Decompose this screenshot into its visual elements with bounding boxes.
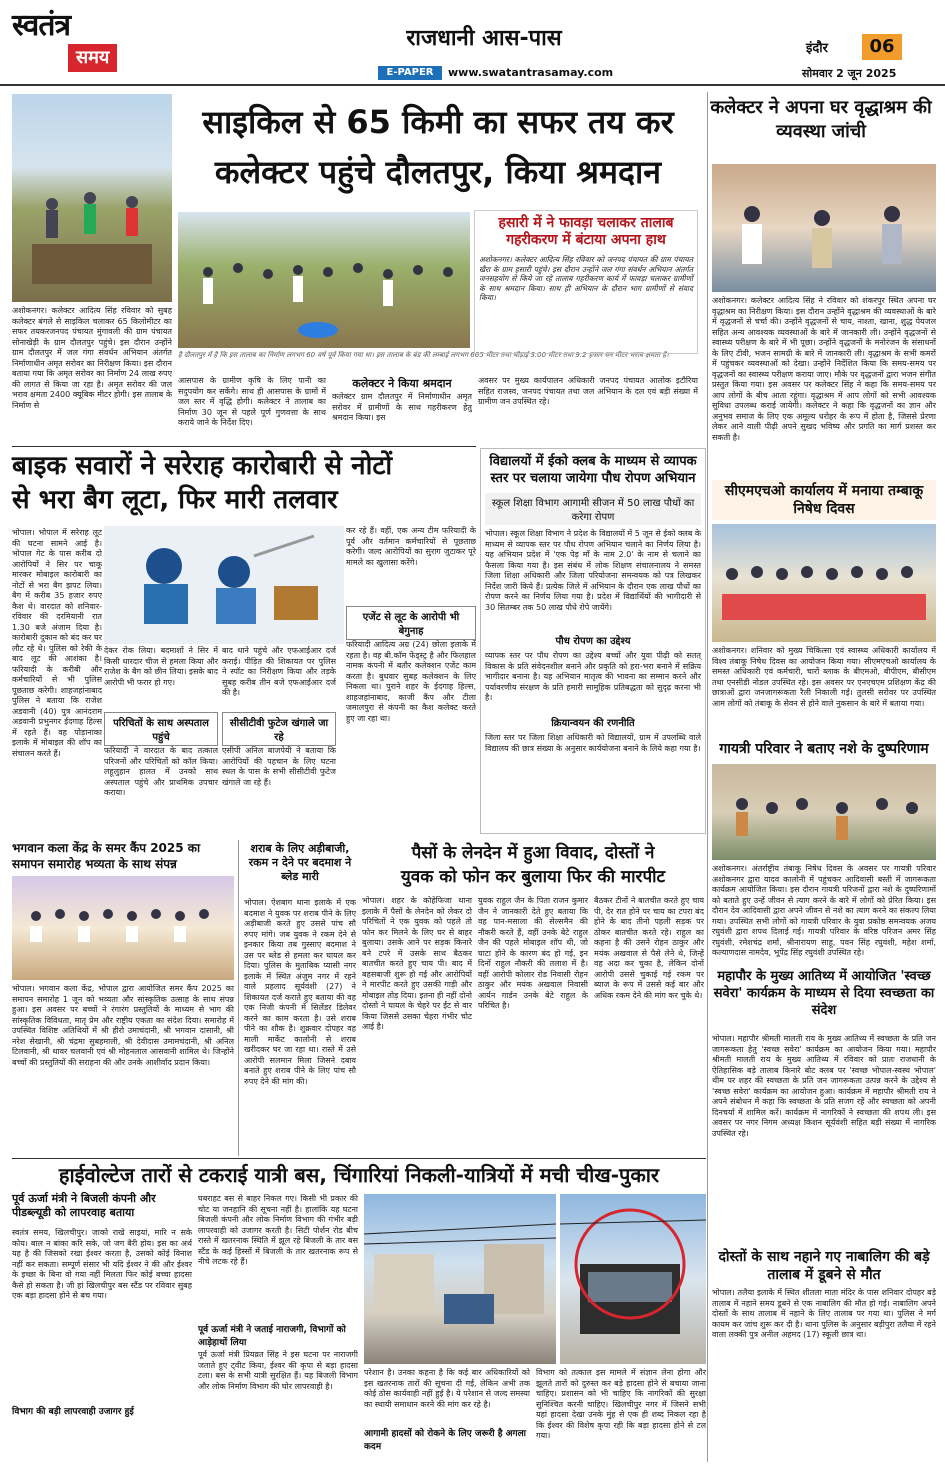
- bus-text-col1: स्वतंत्र समय, खिलचीपुर। जाको राखे साइयां, मारि न सके कोय। बाल न बांका करि सके, जो जग बैरी होय। इस का अर्थ यह है की जिसको रखा ईश्वर करता है, उसको कोई विनाश नहीं कर सकता। सम्पूर्ण संसार भी यदि ईश्वर ने की और ईश्वर के इच्छा के बिना वो गया नहीं मिलता फिर कोई बच्चा हादसा कैसे हो सकता है। जी हां खिलचीपुर बस स्टैंड पर रविवार सुबह एक बड़ा हादसा होने से बच गया।: [12, 1228, 192, 1300]
- logo-top: स्वतंत्र: [12, 8, 71, 43]
- bike-text-col1: भोपाल। भोपाल में सरेराह लूट की घटना सामने आई है। भोपाल गेट के पास करीब दो आरोपियों ने सिर पर चाकू मारकर मोबाइल कारोबारी का नोटों से भरा बैग झपट लिया। बैग में करीब 35 हजार रुपए कैश थे। वारदात को शनिवार-रविवार की दरमियानी रात 1.30 बजे अंजाम दिया है। कारोबारी दुकान को बंद कर घर लौट रहे थे। पुलिस को रेकी के बाद लूट की आशंका है। फरियादी के करीबी और कर्मचारियों से भी पुलिस पूछताछ करेगी। शाहजहांनाबाद पुलिस ने बताया कि राजेश अडवानी (40) पुत्र आनंदराम अडवानी प्रभुनगर ईदगाह हिल्स में रहते हैं। वह पोड़ानाका इलाके में मोबाइल की शॉप का संचालन करते हैं।: [12, 528, 102, 758]
- oldage-text: अशोकनगर। कलेक्टर आदित्य सिंह ने रविवार को शंकरपुर स्थित अपना घर वृद्धाश्रम का निरीक्षण किया। इस दौरान उन्होंने वृद्धाश्रम की व्यवस्थाओं के बारे में वृद्धजनों से चर्चा की। उन्होंने वृद्धजनों से चाय, नाश्ता, खाना, शुद्ध पेयजल सहित अन्य आवश्यक व्यवस्थाओं के बारे में जानकारी ली। उन्होंने वृद्धजनों से स्वास्थ्य परीक्षण के बारे में भी पूछा। उन्होंने वृद्धजनों के मनोरंजन के संसाधनों के लिए टीवी, भजन सामग्री के बारे में जानकारी ली। वृद्धाश्रम के सभी कमरों में पहुंचकर व्यवस्थाओं को देखा। उन्होंने निर्देशित किया कि समय-समय पर वृद्धजनों का स्वास्थ्य परीक्षण कराया जाए। मौके पर वृद्धजनों द्वारा भजन संगीत प्रस्तुत किया गया। इस अवसर पर कलेक्टर सिंह ने कहा कि समय-समय पर आप लोगों के बीच आता रहूंगा। वृद्धाश्रम में आप लोगों को सभी आवश्यक सुविधा उपलब्ध कराई जायेगी। कलेक्टर ने कहा कि वृद्धजनों का ज्ञान और अनुभव समाज के लिए एक अमूल्य धरोहर के रूप में होता है, जिससे प्रेरणा लेकर आने वाली पीढ़ी अपने सुखद भविष्य और प्रगति का मार्ग प्रशस्त कर सकती है।: [712, 296, 936, 442]
- divider: [707, 92, 708, 1462]
- issue-date: सोमवार 2 जून 2025: [802, 67, 897, 80]
- oldage-photo: [712, 164, 936, 292]
- friends-text-col2: युवक राहुल जैन के पिता राजन कुमार जैन ने जानकारी देते हुए बताया कि वह पान-मसाला की सेल्समैन की नौकरी करते हैं, वहीं उनके बेटे राहुल जैन की पहले मोबाइल शॉप थी, जो घाटा होने के कारण बंद हो गई, इन दिनों राहुल नौकरी की तलाश में है। वहीं आरोपी कोलार रोड निवासी रोहन ठाकुर और मयंक अखवाल निवासी आर्यन गार्डन उनके बेटे राहुल के परिचित है।: [478, 896, 588, 1010]
- people-illustration: [12, 94, 172, 302]
- schools-text-3: जिला स्तर पर जिला शिक्षा अधिकारी को विद्यालयों, ग्राम में उपलब्धि वाले विद्यालय की छात्र संख्या के अनुसार कार्ययोजना बनाने के लिये कहा गया है।: [485, 733, 701, 753]
- divider: [238, 840, 239, 1156]
- bike-sub-cctv: सीसीटीवी फुटेज खंगाले जा रहे: [222, 712, 336, 746]
- bus-text-col2: घबराहट बस से बाहर निकल गए। किसी भी प्रकार की चोट या जनहानि की सूचना नहीं है। हालांकि यह घटना बिजली कंपनी और लोक निर्माण विभाग की गंभीर बड़ी लापरवाही को उजागर करती है। सिटी पोर्शन रोड बीच रास्ते में खतरनाक स्थिति में झूल रहे बिजली के तार बस स्टैंड के कई हिस्सों में बिजली के तार खतरनाक रूप से नीचे लटक रहे हैं।: [198, 1194, 358, 1266]
- bus-headline: हाईवोल्टेज तारों से टकराई यात्री बस, चिंगारियां निकली-यात्रियों में मची चीख-पुकार: [58, 1163, 660, 1187]
- friends-text-col3: बैठकर टीनों ने बातचीत करते हुए चाय पी, देर रात होने पर चाय का टपरा बंद होने के बाद तीनो पहली सड़क पर ठोकर बातचीत करते रहे। राहुल का कहना है की उसने रोहन ठाकुर और मयंक अखवाल से पैसे लेने थे, जिन्हें वह अदा कर चुका है, लेकिन दोनों आरोपी उससे चुकाई गई रकम पर ब्याज के रूप में उससे कई बार और अधिक रकम देने की मांग कर चुके थे।: [594, 896, 704, 1000]
- lead-headline-1: साइकिल से 65 किमी का सफर तय कर: [202, 103, 674, 141]
- masthead-rule: [0, 84, 945, 86]
- oldage-headline: कलेक्टर ने अपना घर वृद्धाश्रम की व्यवस्था जांची: [710, 97, 932, 142]
- divider: [12, 446, 476, 447]
- section-title: राजधानी आस-पास: [406, 26, 562, 51]
- friends-headline-1: पैसों के लेनदेन में हुआ विवाद, दोस्तों ने: [411, 843, 655, 863]
- schools-subhead: स्कूल शिक्षा विभाग आगामी सीजन में 50 लाख पौधों का करेगा रोपण: [485, 493, 701, 525]
- schools-text-2: व्यापक स्तर पर पौध रोपण का उद्देश्य बच्चों और युवा पीढ़ी को सतत् विकास के प्रति संवेदनशील बनाने और प्रकृति को हरा-भरा बनाने में सक्रिय भागीदार बनाना है। यह अभियान मातृत्व की भावना का सम्मान करने और पर्यावरणीय संरक्षण के प्रति हमारी सामूहिक प्रतिबद्धता को सुदृढ़ करना भी है।: [485, 651, 701, 702]
- sidebox-text: अशोकनगर। कलेक्टर आदित्य सिंह रविवार को जनपद पंचायत की ग्राम पंचायत खैरा के ग्राम हसारी पहुंचे। इस दौरान उन्होंने जल गंगा संवर्धन अभियान अंतर्गत जनसहयोग से किये जा रहे तालाब गहरीकरण कार्य में फावड़ा चलाकर ग्रामीणों के साथ श्रमदान किया। साथ ही अभियान के दौरान भाग ग्रामीणों से संवाद किया।: [479, 255, 693, 302]
- cmho-text: अशोकनगर। शनिवार को मुख्य चिकित्सा एवं स्वास्थ्य अधिकारी कार्यालय में विश्व तंबाकू निषेध दिवस का आयोजन किया गया। सीएमएचओ कार्यालय के समस्त अधिकारी एवं कर्मचारी, चारों ब्लाक के बीएमओ, बीपीएम, बीसीएम तथा एनसीडी नोडल उपस्थित रहे। इस अवसर पर एनएचएम प्रशिक्षण केंद्र की छात्राओं द्वारा जनजागरूकता रैली निकाली गई। तुलसी सरोवर पर उपस्थित आम लोगों को तंबाकू के सेवन से होने वाले नुकसान के बारे में बताया गया।: [712, 646, 936, 708]
- bike-text-col5: एसीपी अनिल बाजपेयी ने बताया कि आरोपियों की पहचान के लिए घटना स्थल के पास के सभी सीसीटीवी फुटेज खंगाले जा रहे हैं।: [222, 746, 336, 787]
- friends-headline-2: युवक को फोन कर बुलाया फिर की मारपीट: [400, 867, 666, 887]
- mayor-headline: महापौर के मुख्य आतिथ्य में आयोजित 'स्वच्छ सवेरा' कार्यक्रम के माध्यम से दिया स्वच्छता का संदेश: [713, 969, 935, 1018]
- lead-photo-main: [178, 212, 470, 348]
- bike-text-col7: फरियादी आदित्य अग्र (24) छोला इलाके में रहता है। वह बी.कॉम फेंड्स्ट्र है और फिलहाल नामक कंपनी में बतौर कलेक्शन एजेंट काम करता है। बुधवार सुबह कलेक्शन के लिए निकला था। पुराने शहर के ईदगाह हिल्स, शाहजहांनाबाद, काजी कैंप और टीला जमालपुरा से कंपनी का कैश कलेक्ट करते हुए जा रहा था।: [346, 640, 476, 723]
- meeting-illustration: [712, 164, 936, 292]
- group-illustration: [712, 524, 936, 642]
- robbery-illustration: [104, 526, 344, 644]
- kala-text: भोपाल। भगवान कला केंद्र, भोपाल द्वारा आयोजित समर कैंप 2025 का समापन समारोह 1 जून को भव्यता और सांस्कृतिक उत्साह के साथ संपन्न हुआ। इस अवसर पर बच्चों ने रंगारंग प्रस्तुतियों के माध्यम से भाग की सांस्कृतिक विविधता, मातृ प्रेम और राष्ट्रीय एकता का संदेश दिया। समारोह में उपस्थित विशिष्ट अतिथियों में श्री हीरो उमाचंदानी, श्री भगवान दासानी, श्री नरेश सेखानी, श्री चंद्रमा सुबहमाली, श्री देवीदास उमामचंदानी, श्री अनिल टिलवानी, श्री थावर चलवानी एवं श्री मोहनलाल आसवानी शामिल थे। जिन्होंने बच्चों की प्रस्तुतियों की सराहना की और उनके आशीर्वाद प्रदान किया।: [12, 984, 234, 1067]
- sidebox-title: हसारी में ने फावड़ा चलाकर तालाब गहरीकरण में बंटाया अपना हाथ: [498, 215, 674, 248]
- bus-text-col3: पूर्व ऊर्जा मंत्री प्रियव्रत सिंह ने इस घटना पर नाराजगी जताते हुए ट्वीट किया, ईश्वर की कृपा से बड़ा हादसा टला। बस के सभी यात्री सुरक्षित हैं। यह बिजली विभाग और लोक निर्माण विभाग की घोर लापरवाही है।: [198, 1350, 358, 1391]
- lead-sidebox: [474, 210, 698, 354]
- cmho-photo: [712, 524, 936, 642]
- bike-sub-hospital: परिचितों के साथ अस्पताल पहुंचे: [104, 712, 218, 746]
- drown-headline: दोस्तों के साथ नहाने गए नाबालिग की बड़े तालाब में डूबने से मौत: [718, 1249, 930, 1283]
- bike-illustration: [104, 526, 344, 644]
- bus-sub-minister: पूर्व ऊर्जा मंत्री ने जताई नाराजगी, विभागों को आड़ेहाथों लिया: [198, 1325, 346, 1348]
- bike-sub-agent: एजेंट से लूट के आरोपी भी बेगुनाह: [346, 606, 476, 640]
- bike-headline-2: से भरा बैग लूटा, फिर मारी तलवार: [12, 485, 338, 515]
- schools-sub-aim: पौध रोपण का उद्देश्य: [555, 636, 631, 647]
- cmho-headline: सीएमएचओ कार्यालय में मनाया तम्बाकू निषेध दिवस: [712, 480, 936, 520]
- bus-text-col4: परेशान है। उनका कहना है कि कई बार अधिकारियों को इस खतरनाक तारों की सूचना दी गई, लेकिन अभी तक कोई ठोस कार्यवाही नहीं हुई है। ये परेशान से जल्द समस्या का स्थायी समाधान करने की मांग कर रहे है।: [364, 1368, 530, 1409]
- lead-text-col2: आसपास के ग्रामीण कृषि के लिए पानी का सदुपयोग कर सकेंगे। साथ ही आसपास के ग्रामों में जल स्तर में वृद्धि होगी। कलेक्टर ने तालाब का निर्माण 30 जून से पहले पूर्ण गुणवत्ता के साथ कराये जाने के निर्देश दिए।: [178, 376, 326, 427]
- bus-subhead: पूर्व ऊर्जा मंत्री ने बिजली कंपनी और पीडब्ल्यूडी को लापरवाह बताया: [12, 1192, 156, 1219]
- bike-text-col3: फरियादी ने वारदात के बाद तत्काल परिजनों और परिचितों को कॉल किया। लहूलुहान हालत में उनको साथ अस्पताल पहुंचे और प्राथमिक उपचार कराया।: [104, 746, 218, 797]
- bike-headline-1: बाइक सवारों ने सरेराह कारोबारी से नोटों: [12, 451, 393, 481]
- schools-box: [480, 448, 706, 834]
- kala-headline: भगवान कला केंद्र के समर कैंप 2025 का समापन समारोह भव्यता के साथ संपन्न: [12, 841, 201, 871]
- lead-text-col1: अशोकनगर। कलेक्टर आदित्य सिंह रविवार को सुबह कलेक्टर बंगले से साइकिल चलाकर 65 किलोमीटर का सफर तयकरजनपद पंचायत मुंगावली की ग्राम पंचायत सोनाखेड़ी के ग्राम दौलतपुर पहुंचे। इस दौरान उन्होंने ग्राम दौलतपुर में जल गंगा संवर्धन अभियान अंतर्गत निर्माणाधीन अमृत सरोवर का निरीक्षण किया। इस दौरान बताया गया कि अमृत सरोवर का निर्माण 24 लाख रुपए की लागत से किया जा रहा है। अमृत सरोवर की जल भराव क्षमता 2400 क्यूबिक मीटर होगी। इस तालाब के निर्माण से: [12, 306, 172, 410]
- bus-photo-2: [560, 1194, 706, 1364]
- gathering-illustration: [712, 764, 936, 860]
- schools-sub-strategy: क्रियान्वयन की रणनीति: [551, 718, 635, 729]
- crowd-illustration: [178, 212, 470, 348]
- gayatri-text: अशोकनगर। अंतर्राष्ट्रीय तंबाकू निषेध दिवस के अवसर पर गायत्री परिवार अशोकनगर द्वारा यादव कालोनी में पहुंचकर आदिवासी बस्ती में जागरूकता कार्यक्रम आयोजित किया। इस दौरान गायत्री परिजनों द्वारा नशे के दुष्परिणामों को बताते हुए उन्हें जीवन से त्याग करने के बारे में लोगों को प्रेरित किया। इस दौरान देव आदिवासी द्वारा अपने जीवन से नशे का त्याग करने का संकल्प लिया गया। उपस्थित सभी लोगों को गायत्री परिवार के युवा प्रकोष्ठ समन्वयक अजय रघुवंशी द्वारा शपथ दिलाई गई। गायत्री परिवार के वरिष्ठ परिजन अमर सिंह रघुवंशी, रमेशचंद्र शर्मा, श्रीनारायण साहू, पवन सिंह रघुवंशी, महेश शर्मा, कल्याणदास नामदेव, भूपेंद्र सिंह रघुवंशी उपस्थित रहे।: [712, 864, 936, 957]
- lead-photo-caption: है दौलतपुर में है कि इस तालाब का निर्माण लगभग 60 वर्ष पूर्व किया गया था। इस तालाब के बंड की लम्बाई लगभग 665 मीटर तथा चौड़ाई 3.00 मीटर तथा 9.2 हजार घन मीटर भराव क्षमता है।: [178, 351, 669, 359]
- divider: [12, 1158, 706, 1159]
- masthead-logo: [12, 8, 124, 78]
- kala-photo: [12, 876, 234, 980]
- logo-bottom: समय: [68, 44, 117, 72]
- drown-text: भोपाल। तलैया इलाके में स्थित शीतला माता मंदिर के पास शनिवार दोपहर बड़े तालाब में नहाने समय डूबने से एक नाबालिग की मौत हो गई। नाबालिग अपने दोस्तों के साथ तालाब में नहाने के लिए तालाब पर गया था। पुलिस ने मर्ग कायम कर जांच शुरू कर दी है। थाना पुलिस के अनुसार बड़ीपुरा तलैया में रहने वाला लक्की पुत्र अनील अहमद (17) स्कूली छात्र था।: [712, 1288, 936, 1339]
- bus-sub-negligence: विभाग की बड़ी लापरवाही उजागर हुई: [12, 1407, 134, 1417]
- bike-text-col6: कर रहे हैं। वहीं, एक अन्य टीम फरियादी के पूर्व और वर्तमान कर्मचारियों से पूछताछ करेगी। जल्द आरोपियों का सुराग जुटाकर पूरे मामले का खुलासा करेंगे।: [346, 526, 476, 567]
- schools-headline: विद्यालयों में ईको क्लब के माध्यम से व्यापक स्तर पर चलाया जायेगा पौध रोपण अभियान: [489, 454, 697, 486]
- bike-text-col4: बाद थाने पहुंचे और एफआईआर दर्ज कराई। पीड़ित की शिकायत पर पुलिस ने स्पॉट का निरीक्षण किया और तड़के सुबह करीब तीन बजे एफआईआर दर्ज की है।: [222, 646, 336, 697]
- bus-text-col5: विभाग को तत्काल इस मामले में संज्ञान लेना होगा और झूलते तारों को दुरुस्त कर बड़े हादसा होने से बचाया जाना चाहिए। प्रशासन को भी चाहिए कि नागरिकों की सुरक्षा सुनिश्चित करनी चाहिए। खिलचीपुर नगर में जिसने सभी यहां हादसा देखा उनके मुंह से एक ही शब्द निकल रहा है कि ईश्वर की विशेष कृपा रही कि बड़ा हादसा होने से टल गया।: [536, 1368, 706, 1440]
- sharab-headline: शराब के लिए अड़ीबाजी, रकम न देने पर बदमाश ने ब्लेड मारी: [248, 842, 352, 883]
- bus-photo-1: [364, 1194, 556, 1364]
- bike-text-col2: देकर रोक लिया। बदमाशों ने सिर में किसी धारदार चीज से हमला किया और राजेश के बैग को छीन लिया। इसके बाद आरोपी भी फरार हो गए।: [104, 646, 218, 687]
- bus-illustration: [560, 1194, 706, 1364]
- bus-sub-nextstep: आगामी हादसों को रोकने के लिए जरूरी है अगला कदम: [364, 1429, 527, 1452]
- mayor-text: भोपाल। महापौर श्रीमती मालती राय के मुख्य आतिथ्य में स्वच्छता के प्रति जन जागरूकता हेतु 'स्वच्छ सवेरा' कार्यक्रम का आयोजन किया गया। महापौर श्रीमती मालती राय के मुख्य आतिथ्य में रविवार को प्रातः राजधानी के ऐतिहासिक बड़े तालाब किनारे बोट क्लब पर 'स्वच्छ भोपाल-स्वस्थ भोपाल' थीम पर शहर की स्वच्छता के प्रति जन जागरूकता उत्पन्न करने के उद्देश्य से 'स्वच्छ सवेरा' कार्यक्रम का आयोजन हुआ। कार्यक्रम में महापौर श्रीमती राय ने अपने संबोधन में कहा कि स्वच्छता के प्रति सजग रहें और स्वच्छता को अपनी दिनचर्या में शामिल करें। कार्यक्रम में नागरिकों ने स्वच्छता की शपथ ली। इस अवसर पर नगर निगम अध्यक्ष किशन सूर्यवंशी सहित बड़ी संख्या में नागरिक उपस्थित रहे।: [712, 1034, 936, 1138]
- city-label: इंदौर: [806, 41, 828, 56]
- lead-headline-2: कलेक्टर पहुंचे दौलतपुर, किया श्रमदान: [214, 153, 662, 191]
- gayatri-photo: [712, 764, 936, 860]
- lead-text-col3: कलेक्टर ग्राम दौलतपुर में निर्माणाधीन अमृत सरोवर में ग्रामीणों के साथ गहरीकरण हेतु श्रमदान किया। इस: [332, 392, 472, 422]
- gayatri-headline: गायत्री परिवार ने बताए नशे के दुष्परिणाम: [719, 741, 929, 757]
- lead-photo-left: [12, 94, 172, 302]
- epaper-badge: E-PAPER: [378, 66, 442, 80]
- site-url[interactable]: www.swatantrasamay.com: [448, 66, 614, 79]
- schools-text: भोपाल। स्कूल शिक्षा विभाग ने प्रदेश के विद्यालयों में 5 जून से ईको क्लब के माध्यम से व्यापक स्तर पर पौध रोपण अभियान चलाने का निर्णय लिया है। यह अभियान प्रदेश में 'एक पेड़ माँ के नाम 2.0' के नाम से चलाने का फैसला किया गया है। इस संबंध में लोक शिक्षण संचालनालय ने समस्त जिला शिक्षा अधिकारी और जिला परियोजना समन्वयक को पत्र लिखकर निर्देश जारी किये हैं। प्रत्येक जिले में अभियान के दौरान एक लाख पौधों का रोपण करने का निर्णय लिया गया है। प्रदेश में विद्यार्थियों की भागीदारी से 30 सितम्बर तक 50 लाख पौधे रोपे जायेंगे।: [485, 529, 701, 612]
- sharab-text: भोपाल। ऐशबाग थाना इलाके में एक बदमाश ने युवक पर शराब पीने के लिए अड़ीबाजी करते हुए उससे पांच सौ रुपए मांगे। जब युवक ने रकम देने से इनकार किया तब गुस्साए बदमाश ने उस पर ब्लेड से हमला कर घायल कर दिया। पुलिस के मुताबिक प्यासी नगर इलाके में स्थित अंजुम नगर में रहने वाले प्रहलाद सूर्यवंशी (27) ने शिकायत दर्ज कराते हुए बताया की वह एक निजी कंपनी में सिलेंडर डिलेवर करने का काम करता है। उसे शराब पीने का शौक है। शुक्रवार दोपहर वह माली मार्केट कालोनी से शराब खरीदकर घर जा रहा था। रास्ते में उसे आरोपी सलमान मिला जिसने दबाव बनाते हुए शराब पीने के लिए पांच सौ रुपए देने की मांग की।: [244, 898, 356, 1086]
- friends-text-col1: भोपाल। शहर के कोहेफिजा थाना इलाके में पैसों के लेनदेन को लेकर दो परिचितों ने एक युवक को पहले तो फोन कर मिलने के लिए घर से बाहर बुलाया। उसके आने पर सड़क किनारे बने टपरे में उसके साथ बैठकर बातचीत करते हुए चाय पी। बाद में बहसबाजी शुरू हो गई और आरोपियों ने मारपीट करते हुए उसकी गाड़ी और मोबाइल तोड़ दिया। इतना ही नहीं दोनो दोस्तो ने घायल के चेहरे पर ईंट से वार किया जिससे उसका चेहरा गंभीर चोट आई है।: [362, 896, 472, 1031]
- children-illustration: [12, 876, 234, 980]
- page-number: 06: [862, 34, 902, 60]
- street-illustration: [364, 1194, 556, 1364]
- lead-text-col4: अवसर पर मुख्य कार्यपालन अधिकारी जनपद पंचायत आलोक इटौरिया सहित राजस्व, जनपद पंचायत तथा जल अभियान के दल एवं बड़ी संख्या में ग्रामीण जन उपस्थित रहे।: [478, 376, 698, 406]
- lead-sub-shramdan: कलेक्टर ने किया श्रमदान: [352, 377, 452, 390]
